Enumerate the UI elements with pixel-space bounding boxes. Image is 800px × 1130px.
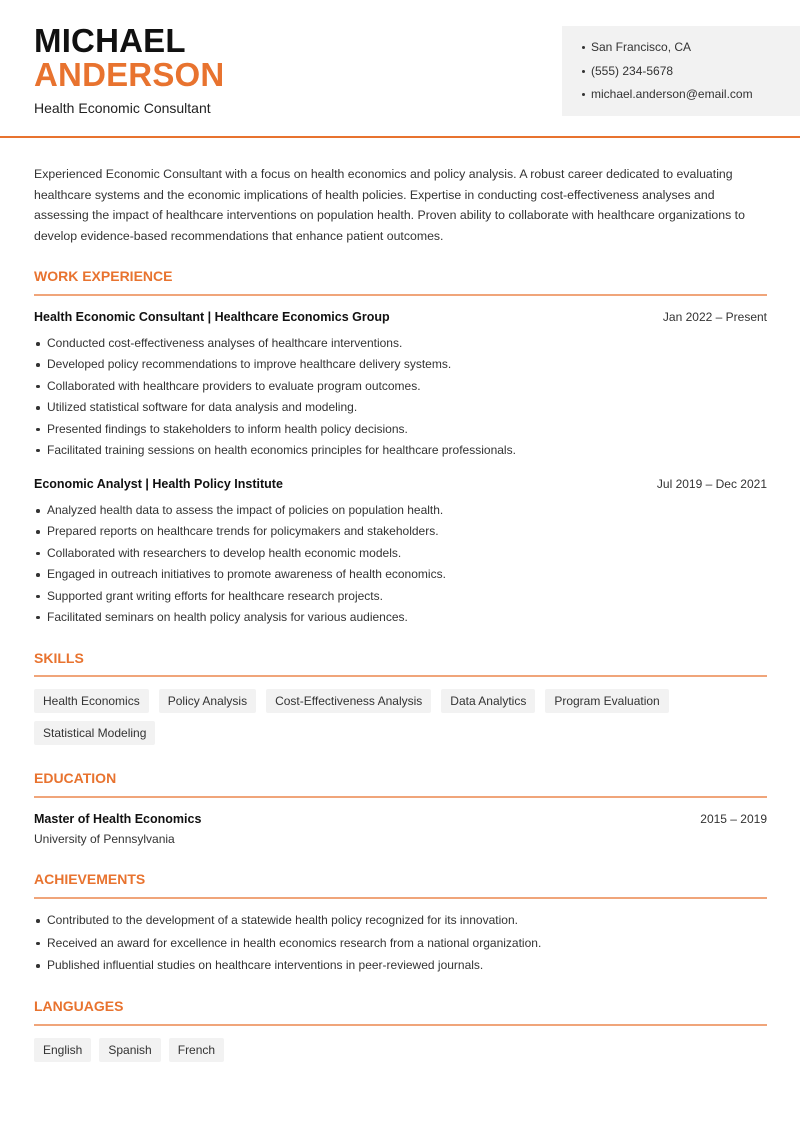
list-item: Developed policy recommendations to improve healthcare delivery systems. — [34, 356, 767, 377]
languages-list — [34, 1038, 774, 1062]
section-divider — [34, 294, 767, 296]
list-item: Prepared reports on healthcare trends for policymakers and stakeholders. — [34, 523, 767, 544]
skill-chip: Program Evaluation — [545, 689, 668, 713]
list-item: Published influential studies on healthcare interventions in peer-reviewed journals. — [34, 957, 767, 980]
section-divider — [34, 897, 767, 899]
job-bullets — [34, 502, 767, 630]
job-role: Economic Analyst | Health Policy Institute — [34, 477, 283, 491]
job-dates: Jul 2019 – Dec 2021 — [656, 477, 767, 491]
section-title-achievements: ACHIEVEMENTS — [34, 871, 146, 887]
list-item: Supported grant writing efforts for healthcare research projects. — [34, 588, 767, 609]
job-role: Health Economic Consultant | Healthcare Economics Group — [34, 310, 390, 324]
language-chip: Spanish — [99, 1038, 160, 1062]
list-item: Collaborated with healthcare providers to evaluate program outcomes. — [34, 378, 767, 399]
section-title-languages: LANGUAGES — [34, 998, 124, 1014]
list-item: Contributed to the development of a statewide health policy recognized for its innovation. — [34, 912, 767, 935]
section-title-education: EDUCATION — [34, 770, 117, 786]
resume-header — [0, 0, 800, 138]
section-title-work: WORK EXPERIENCE — [34, 268, 173, 284]
skill-chip: Cost-Effectiveness Analysis — [266, 689, 431, 713]
summary-paragraph: Experienced Economic Consultant with a focus on health economics and policy analysis. A robust career dedicated to evaluating healthcare systems and the economic implications of health policies. Expertise in conducting cost-effectiveness analyses and assessing the impact of healthcare interventions on population health. Proven ability to collaborate with healthcare organizations to develop evidence-based recommendations that enhance patient outcomes. — [34, 167, 745, 243]
list-item: Collaborated with researchers to develop health economic models. — [34, 545, 767, 566]
skill-chip: Health Economics — [34, 689, 149, 713]
list-item: Conducted cost-effectiveness analyses of healthcare interventions. — [34, 335, 767, 356]
list-item: Engaged in outreach initiatives to promote awareness of health economics. — [34, 566, 767, 587]
list-item: Analyzed health data to assess the impact of policies on population health. — [34, 502, 767, 523]
section-divider — [34, 675, 767, 677]
job-header — [34, 477, 767, 491]
job-header — [34, 310, 767, 324]
contact-box — [562, 26, 800, 116]
language-chip: English — [34, 1038, 91, 1062]
last-name: ANDERSON — [34, 56, 225, 93]
education-degree: Master of Health Economics — [34, 812, 202, 826]
first-name: MICHAEL — [34, 22, 186, 59]
skill-chip: Data Analytics — [441, 689, 535, 713]
contact-location: San Francisco, CA — [582, 39, 800, 63]
education-dates: 2015 – 2019 — [700, 812, 767, 826]
list-item: Presented findings to stakeholders to inform health policy decisions. — [34, 421, 767, 442]
list-item: Facilitated training sessions on health economics principles for healthcare professionals. — [34, 442, 767, 463]
education-school: University of Pennsylvania — [34, 832, 175, 846]
skills-list — [34, 689, 774, 745]
skill-chip: Policy Analysis — [159, 689, 256, 713]
section-divider — [34, 1024, 767, 1026]
job-dates: Jan 2022 – Present — [662, 310, 767, 324]
language-chip: French — [169, 1038, 224, 1062]
achievements-list — [34, 912, 767, 980]
list-item: Utilized statistical software for data analysis and modeling. — [34, 399, 767, 420]
section-title-skills: SKILLS — [34, 650, 84, 666]
job-title: Health Economic Consultant — [34, 100, 211, 116]
job-bullets — [34, 335, 767, 463]
list-item: Facilitated seminars on health policy analysis for various audiences. — [34, 609, 767, 630]
contact-phone: (555) 234-5678 — [582, 63, 800, 87]
list-item: Received an award for excellence in health economics research from a national organization. — [34, 935, 767, 958]
contact-email: michael.anderson@email.com — [582, 86, 800, 110]
section-divider — [34, 796, 767, 798]
skill-chip: Statistical Modeling — [34, 721, 155, 745]
